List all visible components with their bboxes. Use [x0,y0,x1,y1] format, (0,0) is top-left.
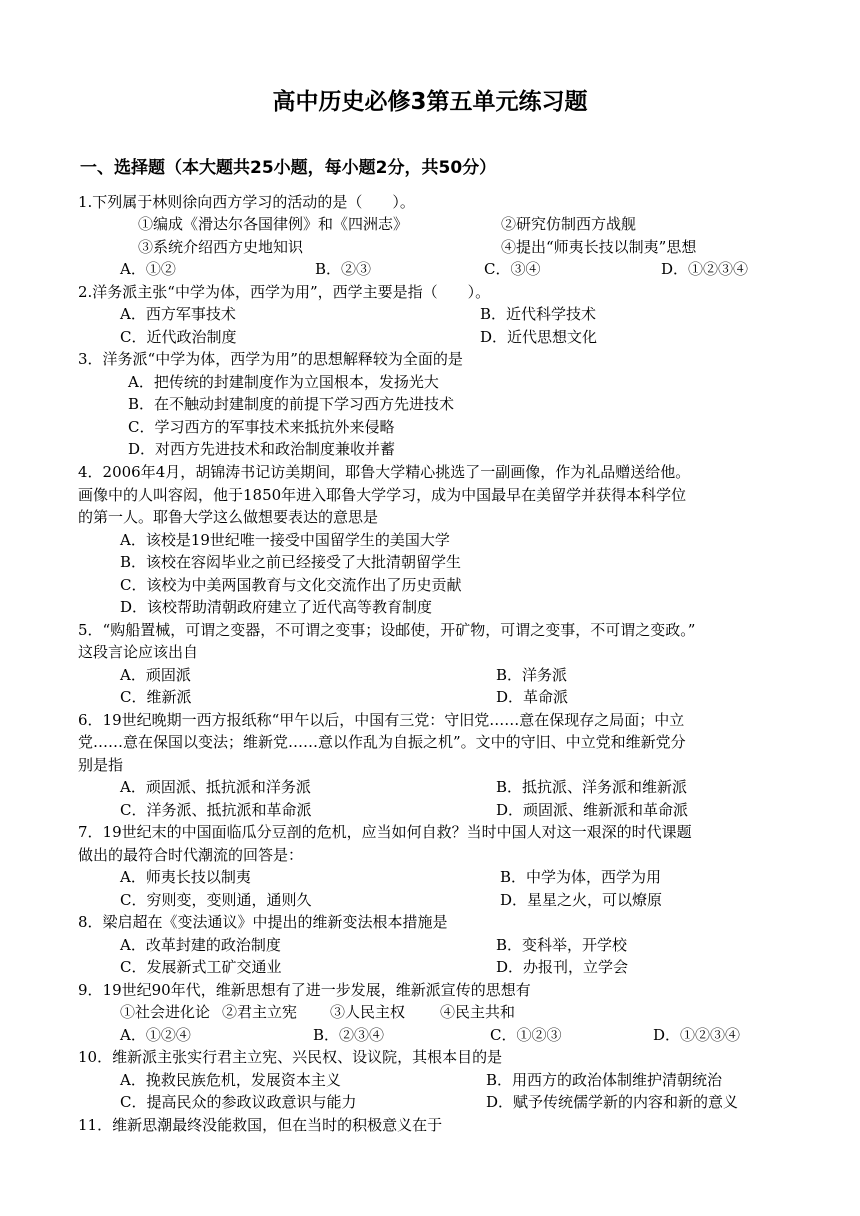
question-stem: 1.下列属于林则徐向西方学习的活动的是（ ）。 [78,193,415,211]
answer-option: D．革命派 [496,688,569,706]
answer-option: A．顽固派 [120,666,191,684]
question-item: ③人民主权 [330,1003,406,1021]
answer-option: D．对西方先进技术和政治制度兼收并蓄 [128,440,396,458]
question-stem: 3．洋务派“中学为体，西学为用”的思想解释较为全面的是 [78,350,463,368]
question-stem: 10．维新派主张实行君主立宪、兴民权、设议院，其根本目的是 [78,1048,503,1066]
answer-option: A．①② [120,260,176,278]
question-item: ①社会进化论 [120,1003,211,1021]
question-item: ④民主共和 [440,1003,516,1021]
answer-option: D．星星之火，可以燎原 [500,891,663,909]
answer-option: C．发展新式工矿交通业 [120,958,282,976]
answer-option: B．在不触动封建制度的前提下学习西方先进技术 [128,395,455,413]
answer-option: B．用西方的政治体制维护清朝统治 [486,1071,723,1089]
page-title: 高中历史必修3第五单元练习题 [272,89,588,115]
answer-option: A．①②④ [120,1026,191,1044]
answer-option: A．顽固派、抵抗派和洋务派 [120,778,311,796]
question-stem: 11．维新思潮最终没能救国，但在当时的积极意义在于 [78,1116,443,1134]
answer-option: B．该校在容闳毕业之前已经接受了大批清朝留学生 [120,553,462,571]
question-stem-line: 5．“购船置械，可谓之变器，不可谓之变事；设邮使，开矿物，可谓之变事，不可谓之变政。” [78,621,696,639]
answer-option: A．改革封建的政治制度 [120,936,281,954]
question-item: ②君主立宪 [222,1003,298,1021]
answer-option: C．洋务派、抵抗派和革命派 [120,801,312,819]
question-item: ③系统介绍西方史地知识 [138,238,304,256]
answer-option: A．把传统的封建制度作为立国根本，发扬光大 [128,373,439,391]
answer-option: D．顽固派、维新派和革命派 [496,801,689,819]
answer-option: C．该校为中美两国教育与文化交流作出了历史贡献 [120,576,462,594]
answer-option: B．中学为体，西学为用 [500,868,662,886]
question-item: ②研究仿制西方战舰 [501,215,637,233]
answer-option: D．赋予传统儒学新的内容和新的意义 [486,1093,739,1111]
question-stem-line: 4．2006年4月，胡锦涛书记访美期间，耶鲁大学精心挑选了一副画像，作为礼品赠送给他。 [78,463,691,481]
question-stem: 2.洋务派主张“中学为体，西学为用”，西学主要是指（ ）。 [78,283,491,301]
answer-option: B．抵抗派、洋务派和维新派 [496,778,688,796]
answer-option: A．西方军事技术 [120,305,236,323]
answer-option: C．③④ [484,260,541,278]
answer-option: D．该校帮助清朝政府建立了近代高等教育制度 [120,598,433,616]
question-stem: 8．梁启超在《变法通议》中提出的维新变法根本措施是 [78,913,448,931]
question-stem-line: 党……意在保国以变法；维新党……意以作乱为自振之机”。文中的守旧、中立党和维新党分 [78,733,686,751]
question-stem-line: 别是指 [78,756,124,774]
answer-option: A．挽救民族危机，发展资本主义 [120,1071,341,1089]
question-stem-line: 的第一人。耶鲁大学这么做想要表达的意思是 [78,508,379,526]
answer-option: D．①②③④ [661,260,749,278]
answer-option: D．近代思想文化 [480,328,598,346]
section-heading: 一、选择题（本大题共25小题，每小题2分，共50分） [80,158,497,178]
question-stem-line: 做出的最符合时代潮流的回答是： [78,846,304,864]
answer-option: C．①②③ [490,1026,562,1044]
answer-option: C．近代政治制度 [120,328,237,346]
question-stem-line: 6．19世纪晚期一西方报纸称“甲午以后，中国有三党：守旧党……意在保现存之局面；中立 [78,711,685,729]
question-stem: 9．19世纪90年代，维新思想有了进一步发展，维新派宣传的思想有 [78,981,531,999]
answer-option: C．提高民众的参政议政意识与能力 [120,1093,357,1111]
answer-option: A．师夷长技以制夷 [120,868,251,886]
answer-option: D．办报刊，立学会 [496,958,629,976]
answer-option: C．维新派 [120,688,192,706]
answer-option: B．近代科学技术 [480,305,597,323]
answer-option: C．穷则变，变则通，通则久 [120,891,312,909]
answer-option: A．该校是19世纪唯一接受中国留学生的美国大学 [120,531,450,549]
answer-option: B．变科举，开学校 [496,936,628,954]
question-item: ①编成《滑达尔各国律例》和《四洲志》 [138,215,409,233]
answer-option: C．学习西方的军事技术来抵抗外来侵略 [128,418,395,436]
answer-option: B．②③④ [313,1026,385,1044]
answer-option: D．①②③④ [653,1026,741,1044]
question-stem-line: 这段言论应该出自 [78,643,199,661]
answer-option: B．洋务派 [496,666,568,684]
question-stem-line: 7．19世纪末的中国面临瓜分豆剖的危机，应当如何自救？当时中国人对这一艰深的时代课题 [78,823,692,841]
answer-option: B．②③ [315,260,372,278]
question-stem-line: 画像中的人叫容闳，他于1850年进入耶鲁大学学习，成为中国最早在美留学并获得本科学位 [78,486,687,504]
question-item: ④提出“师夷长技以制夷”思想 [501,238,697,256]
